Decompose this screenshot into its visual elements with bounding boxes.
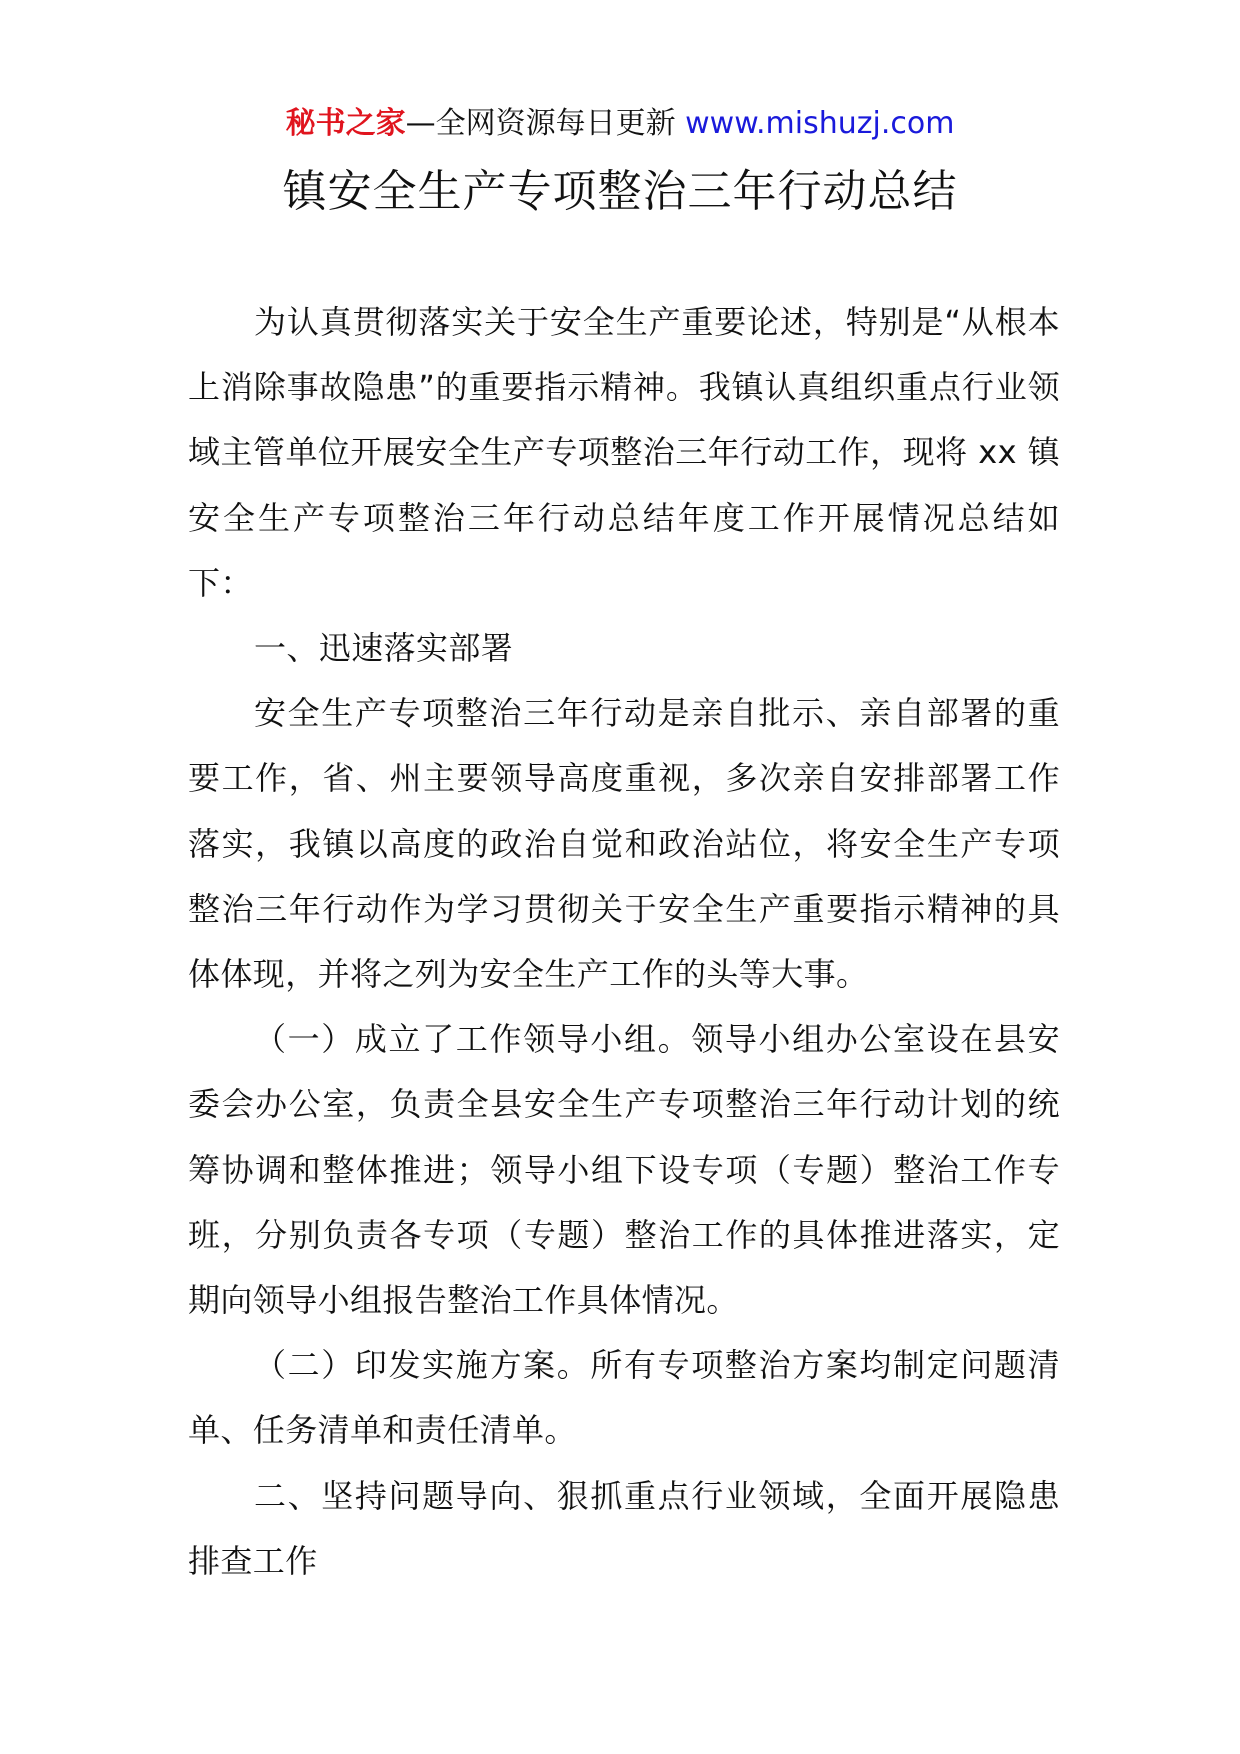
- brand-name: 秘书之家: [285, 106, 406, 141]
- document-body: [188, 290, 1060, 1594]
- section-heading-2: 二、坚持问题导向、狠抓重点行业领域，全面开展隐患排查工作: [188, 1476, 1060, 1580]
- site-url-link[interactable]: www.mishuzj.com: [685, 106, 955, 141]
- subsection-1-paragraph: （一）成立了工作领导小组。领导小组办公室设在县安委会办公室，负责全县安全生产专项整治三年行动计划的统筹协调和整体推进；领导小组下设专项（专题）整治工作专班，分别负责各专项（专题）整治工作的具体推进落实，定期向领导小组报告整治工作具体情况。: [188, 1020, 1060, 1320]
- intro-paragraph: 为认真贯彻落实关于安全生产重要论述，特别是“从根本上消除事故隐患”的重要指示精神。我镇认真组织重点行业领域主管单位开展安全生产专项整治三年行动工作，现将 xx 镇安全生产专项整治三年行动总结年度工作开展情况总结如下：: [188, 303, 1060, 602]
- site-header: [0, 102, 1240, 146]
- section-1-paragraph: 安全生产专项整治三年行动是亲自批示、亲自部署的重要工作，省、州主要领导高度重视，多次亲自安排部署工作落实，我镇以高度的政治自觉和政治站位，将安全生产专项整治三年行动作为学习贯彻关于安全生产重要指示精神的具体体现，并将之列为安全生产工作的头等大事。: [188, 694, 1060, 994]
- document-title: 镇安全生产专项整治三年行动总结: [282, 166, 958, 217]
- subsection-2-paragraph: （二）印发实施方案。所有专项整治方案均制定问题清单、任务清单和责任清单。: [188, 1346, 1060, 1450]
- section-heading-1: 一、迅速落实部署: [254, 629, 514, 668]
- header-slogan: —全网资源每日更新: [405, 106, 686, 141]
